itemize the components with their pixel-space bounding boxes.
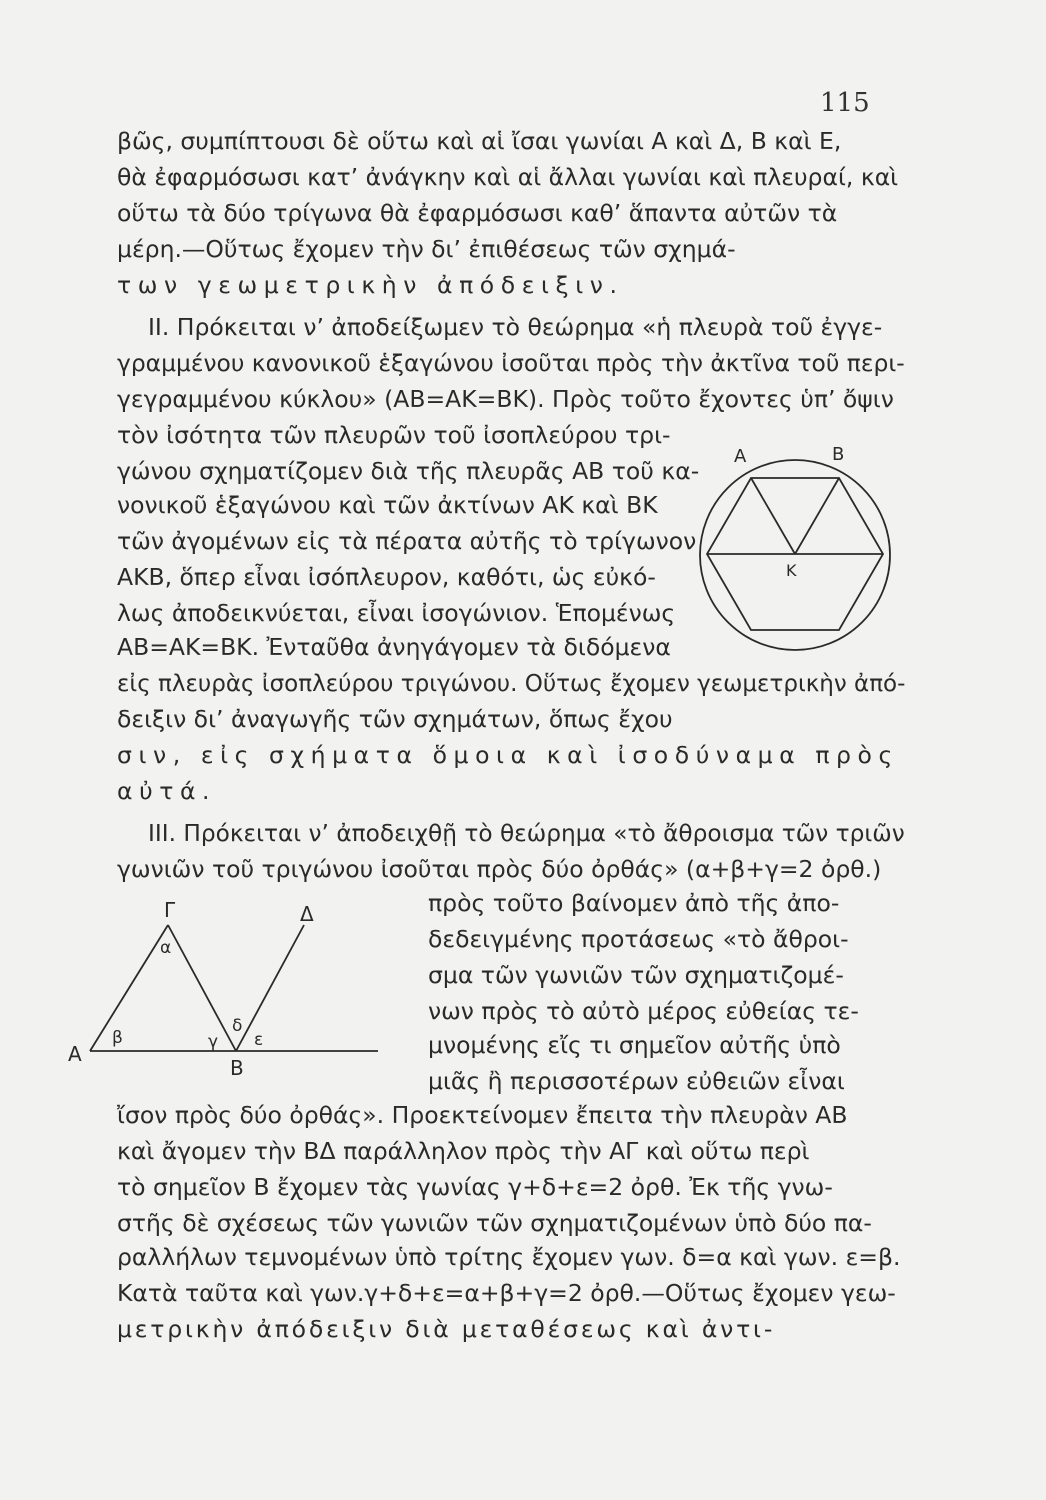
text-line: θὰ ἐφαρμόσωσι κατ’ ἀνάγκην καὶ αἱ ἄλλαι γωνίαι καὶ πλευραί, καὶ bbox=[117, 163, 899, 191]
hexagon-figure bbox=[690, 440, 900, 660]
text-line: III. Πρόκειται ν’ ἀποδειχθῇ τὸ θεώρημα «τὸ ἄθροισμα τῶν τριῶν bbox=[148, 819, 905, 847]
radius-ak bbox=[751, 478, 795, 554]
angle-delta: δ bbox=[232, 1016, 243, 1036]
triangle-figure bbox=[60, 895, 390, 1085]
label-gamma: Γ bbox=[164, 898, 176, 922]
text-line: μνομένης εἴς τι σημεῖον αὐτῆς ὑπὸ bbox=[428, 1031, 841, 1059]
text-line: ΑΒ=ΑΚ=ΒΚ. Ἐνταῦθα ἀνηγάγομεν τὰ διδόμενα bbox=[117, 633, 671, 661]
text-line: δεδειγμένης προτάσεως «τὸ ἄθροι- bbox=[428, 925, 849, 953]
text-line: λως ἀποδεικνύεται, εἶναι ἰσογώνιον. Ἑπομένως bbox=[117, 599, 676, 627]
text-line: ραλλήλων τεμνομένων ὑπὸ τρίτης ἔχομεν γων. δ=α καὶ γων. ε=β. bbox=[117, 1243, 901, 1271]
label-delta: Δ bbox=[300, 902, 314, 926]
text-line: τὸ σημεῖον Β ἔχομεν τὰς γωνίας γ+δ+ε=2 ὀρθ. Ἐκ τῆς γνω- bbox=[117, 1173, 833, 1201]
text-line: στῆς δὲ σχέσεως τῶν γωνιῶν τῶν σχηματιζομένων ὑπὸ δύο πα- bbox=[117, 1209, 872, 1237]
angle-epsilon: ε bbox=[254, 1030, 264, 1050]
text-line: γεγραμμένου κύκλου» (ΑΒ=ΑΚ=ΒΚ). Πρὸς τοῦτο ἔχοντες ὑπ’ ὄψιν bbox=[117, 385, 894, 413]
text-line: εἰς πλευρὰς ἰσοπλεύρου τριγώνου. Οὕτως ἔχομεν γεωμετρικὴν ἀπό- bbox=[117, 669, 906, 697]
text-line: Κατὰ ταῦτα καὶ γων.γ+δ+ε=α+β+γ=2 ὀρθ.—Οὕτως ἔχομεν γεω- bbox=[117, 1279, 896, 1307]
text-line: γωνιῶν τοῦ τριγώνου ἰσοῦται πρὸς δύο ὀρθάς» (α+β+γ=2 ὀρθ.) bbox=[117, 855, 882, 883]
text-line: ἴσον πρὸς δύο ὀρθάς». Προεκτείνομεν ἔπειτα τὴν πλευρὰν ΑΒ bbox=[117, 1101, 848, 1129]
text-line: καὶ ἄγομεν τὴν ΒΔ παράλληλον πρὸς τὴν ΑΓ καὶ οὕτω περὶ bbox=[117, 1137, 810, 1165]
text-line: II. Πρόκειται ν’ ἀποδείξωμεν τὸ θεώρημα «ἡ πλευρὰ τοῦ ἐγγε- bbox=[148, 313, 883, 341]
label-k: Κ bbox=[786, 561, 797, 580]
text-line: μέρη.—Οὕτως ἔχομεν τὴν δι’ ἐπιθέσεως τῶν σχημά- bbox=[117, 235, 736, 263]
text-line: νων πρὸς τὸ αὐτὸ μέρος εὐθείας τε- bbox=[428, 997, 859, 1025]
text-line: γραμμένου κανονικοῦ ἑξαγώνου ἰσοῦται πρὸς τὴν ἀκτῖνα τοῦ περι- bbox=[117, 349, 905, 377]
text-line: βῶς, συμπίπτουσι δὲ οὕτω καὶ αἱ ἴσαι γωνίαι Α καὶ Δ, Β καὶ Ε, bbox=[117, 127, 842, 155]
text-line: σιν, εἰς σχήματα ὅμοια καὶ ἰσοδύναμα πρὸς bbox=[117, 741, 899, 769]
text-line: των γεωμετρικὴν ἀπόδειξιν. bbox=[117, 271, 624, 299]
label-a: Α bbox=[68, 1042, 82, 1066]
text-line: τῶν ἀγομένων εἰς τὰ πέρατα αὐτῆς τὸ τρίγωνον bbox=[117, 527, 697, 555]
angle-alpha: α bbox=[160, 938, 172, 958]
text-line: δειξιν δι’ ἀναγωγῆς τῶν σχημάτων, ὅπως ἔχου bbox=[117, 705, 673, 733]
text-line: νονικοῦ ἑξαγώνου καὶ τῶν ἀκτίνων ΑΚ καὶ ΒΚ bbox=[117, 491, 658, 519]
text-line: σμα τῶν γωνιῶν τῶν σχηματιζομέ- bbox=[428, 961, 844, 989]
text-line: οὕτω τὰ δύο τρίγωνα θὰ ἐφαρμόσωσι καθ’ ἅπαντα αὐτῶν τὰ bbox=[117, 199, 838, 227]
text-line: τὸν ἰσότητα τῶν πλευρῶν τοῦ ἰσοπλεύρου τρι- bbox=[117, 421, 671, 449]
text-line: γώνου σχηματίζομεν διὰ τῆς πλευρᾶς ΑΒ τοῦ κα- bbox=[117, 457, 700, 485]
radius-bk bbox=[795, 478, 839, 554]
text-line: πρὸς τοῦτο βαίνομεν ἀπὸ τῆς ἀπο- bbox=[428, 889, 840, 917]
text-line: μιᾶς ἢ περισσοτέρων εὐθειῶν εἶναι bbox=[428, 1067, 845, 1095]
angle-beta: β bbox=[112, 1028, 123, 1048]
page-number: 115 bbox=[820, 88, 870, 118]
label-a: Α bbox=[734, 446, 747, 467]
label-b: B bbox=[832, 444, 845, 465]
text-line: ΑΚΒ, ὅπερ εἶναι ἰσόπλευρον, καθότι, ὡς εὐκό- bbox=[117, 563, 656, 591]
line-b-delta bbox=[236, 925, 304, 1051]
side-gamma-b bbox=[168, 925, 236, 1051]
text-line: μετρικὴν ἀπόδειξιν διὰ μεταθέσεως καὶ ἀντι- bbox=[117, 1315, 776, 1343]
label-b: B bbox=[230, 1056, 244, 1080]
circumscribed-circle bbox=[700, 460, 890, 650]
angle-gamma: γ bbox=[208, 1032, 219, 1052]
side-a-gamma bbox=[90, 925, 168, 1051]
text-line: αὐτά. bbox=[117, 777, 217, 805]
